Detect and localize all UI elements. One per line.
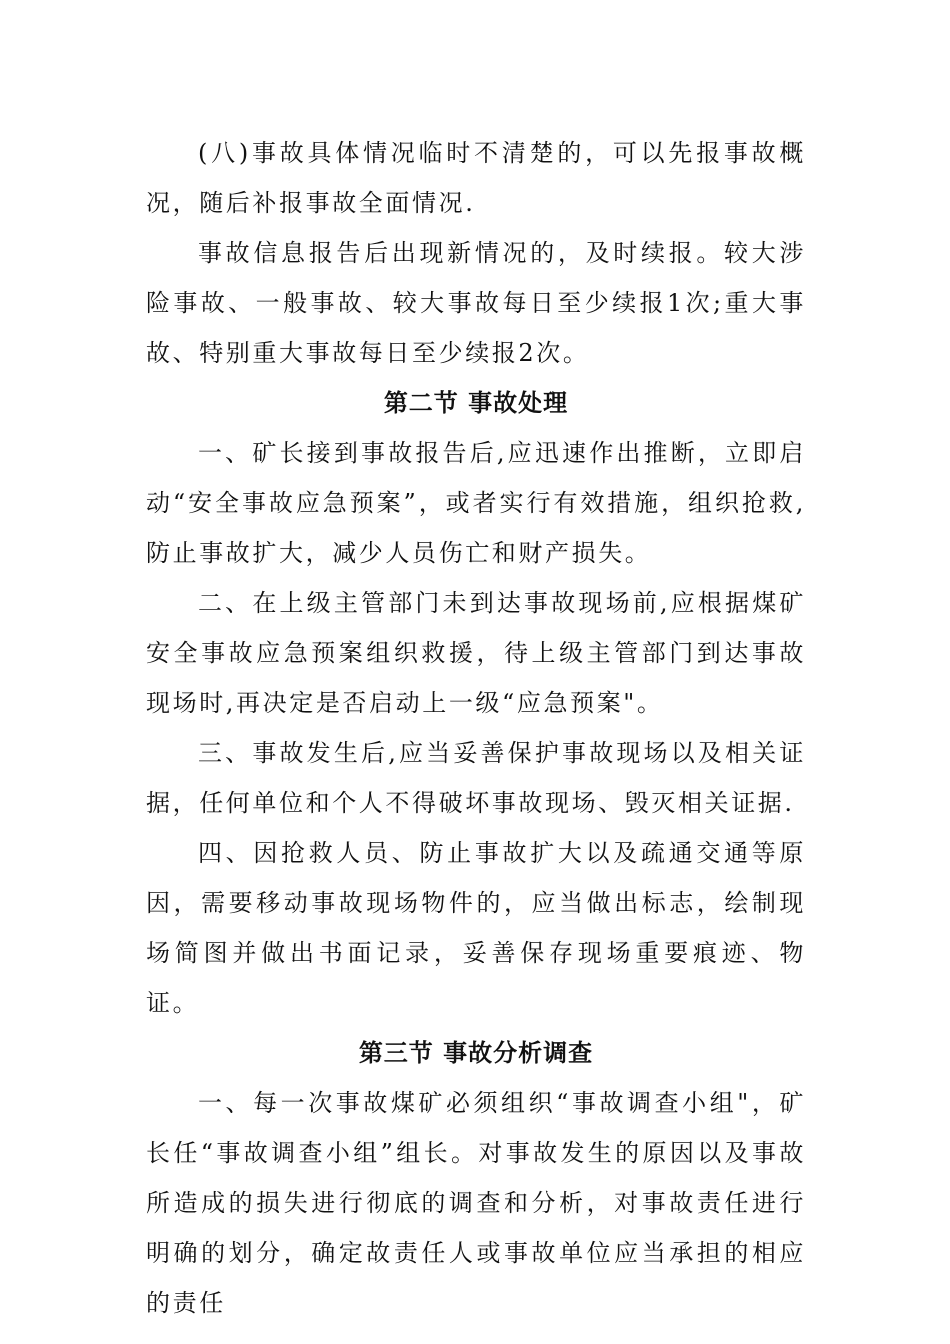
- document-body: [146, 128, 806, 1328]
- paragraph-handling-2: 二、在上级主管部门未到达事故现场前,应根据煤矿安全事故应急预案组织救援，待上级主管部门到达事故现场时,再决定是否启动上一级“应急预案"。: [146, 589, 806, 717]
- section-heading-accident-investigation: 第三节 事故分析调查: [358, 1039, 594, 1067]
- paragraph-follow-up-report: 事故信息报告后出现新情况的，及时续报。较大涉险事故、一般事故、较大事故每日至少续报1次;重大事故、特别重大事故每日至少续报2次。: [146, 239, 806, 367]
- section-heading-accident-handling: 第二节 事故处理: [383, 389, 569, 417]
- paragraph-report-overview: (八)事故具体情况临时不清楚的，可以先报事故概况，随后补报事故全面情况.: [146, 139, 806, 217]
- paragraph-investigation-1: 一、每一次事故煤矿必须组织“事故调查小组"，矿长任“事故调查小组”组长。对事故发生的原因以及事故所造成的损失进行彻底的调查和分析，对事故责任进行明确的划分，确定故责任人或事故单位应当承担的相应的责任: [146, 1089, 806, 1317]
- paragraph-handling-3: 三、事故发生后,应当妥善保护事故现场以及相关证据，任何单位和个人不得破坏事故现场、毁灭相关证据.: [146, 739, 806, 817]
- paragraph-handling-1: 一、矿长接到事故报告后,应迅速作出推断，立即启动“安全事故应急预案”，或者实行有效措施，组织抢救,防止事故扩大，减少人员伤亡和财产损失。: [146, 439, 806, 567]
- paragraph-handling-4: 四、因抢救人员、防止事故扩大以及疏通交通等原因，需要移动事故现场物件的，应当做出标志，绘制现场简图并做出书面记录，妥善保存现场重要痕迹、物证。: [146, 839, 806, 1017]
